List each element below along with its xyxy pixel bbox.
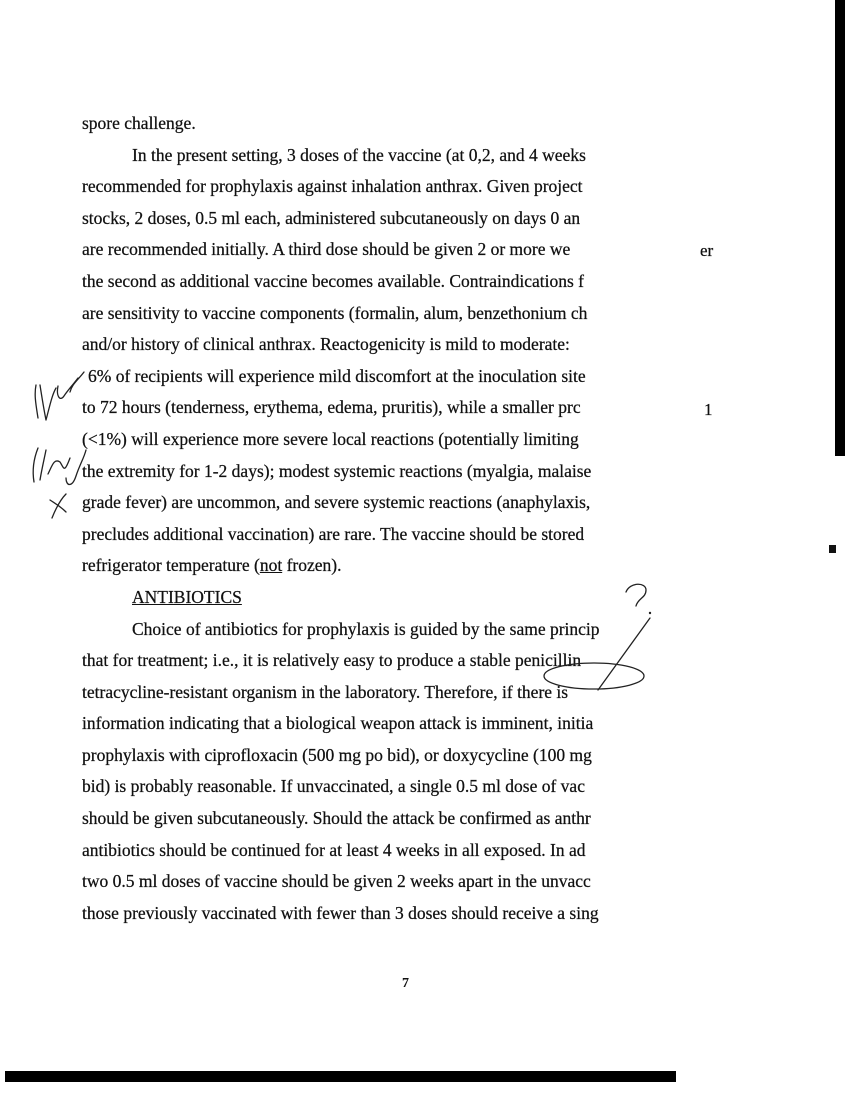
text-line: Choice of antibiotics for prophylaxis is guided by the same princip <box>132 618 600 639</box>
text-line: the second as additional vaccine becomes available. Contraindications f <box>82 270 584 291</box>
handwriting-delay <box>33 448 86 485</box>
emphasis-not: not <box>259 555 283 576</box>
text-line: 6% of recipients will experience mild discomfort at the inoculation site <box>88 365 586 386</box>
text-line: (<1%) will experience more severe local reactions (potentially limiting <box>82 428 579 449</box>
text-line: stocks, 2 doses, 0.5 ml each, administered subcutaneously on days 0 an <box>82 207 581 228</box>
page-number: 7 <box>402 976 409 991</box>
heading-text: ANTIBIOTICS <box>132 586 242 607</box>
text-line: bid) is probably reasonable. If unvaccinated, a single 0.5 ml dose of vac <box>82 776 585 797</box>
text-line: In the present setting, 3 doses of the vaccine (at 0,2, and 4 weeks <box>132 144 586 165</box>
text-line: grade fever) are uncommon, and severe systemic reactions (anaphylaxis, <box>82 492 591 513</box>
text-line: to 72 hours (tenderness, erythema, edema, pruritis), while a smaller prc <box>82 397 581 418</box>
handwriting-mon <box>35 372 84 420</box>
scan-bottom-bar <box>5 1071 676 1082</box>
text-line: are sensitivity to vaccine components (formalin, alum, benzethonium ch <box>82 302 588 323</box>
text-line: and/or history of clinical anthrax. Reactogenicity is mild to moderate: <box>82 334 570 355</box>
circle-around-stable <box>544 663 644 689</box>
text-line: are recommended initially. A third dose should be given 2 or more we <box>82 239 571 260</box>
handwriting-question-mark <box>626 584 646 606</box>
text-line: two 0.5 ml doses of vaccine should be given 2 weeks apart in the unvacc <box>82 871 591 892</box>
text-line: the extremity for 1-2 days); modest systemic reactions (myalgia, malaise <box>82 460 592 481</box>
handwriting-x <box>50 494 66 518</box>
text-line: recommended for prophylaxis against inhalation anthrax. Given project <box>82 176 583 197</box>
text-line: that for treatment; i.e., it is relatively easy to produce a stable penicillin <box>82 650 582 671</box>
text-line: those previously vaccinated with fewer than 3 doses should receive a sing <box>82 902 599 923</box>
text-line: prophylaxis with ciprofloxacin (500 mg po bid), or doxycycline (100 mg <box>82 744 592 765</box>
text-line: spore challenge. <box>82 113 196 133</box>
text-line: should be given subcutaneously. Should the attack be confirmed as anthr <box>82 808 591 829</box>
text-fragment: frozen). <box>282 555 342 576</box>
text-line: tetracycline-resistant organism in the laboratory. Therefore, if there is <box>82 681 569 702</box>
margin-fragment: er <box>700 241 714 260</box>
text-fragment: refrigerator temperature ( <box>82 555 260 576</box>
text-line: antibiotics should be continued for at least 4 weeks in all exposed. In ad <box>82 839 586 860</box>
text-line: information indicating that a biological weapon attack is imminent, initia <box>82 713 594 734</box>
margin-fragment: 1 <box>704 400 713 419</box>
text-line: precludes additional vaccination) are rare. The vaccine should be stored <box>82 523 585 544</box>
